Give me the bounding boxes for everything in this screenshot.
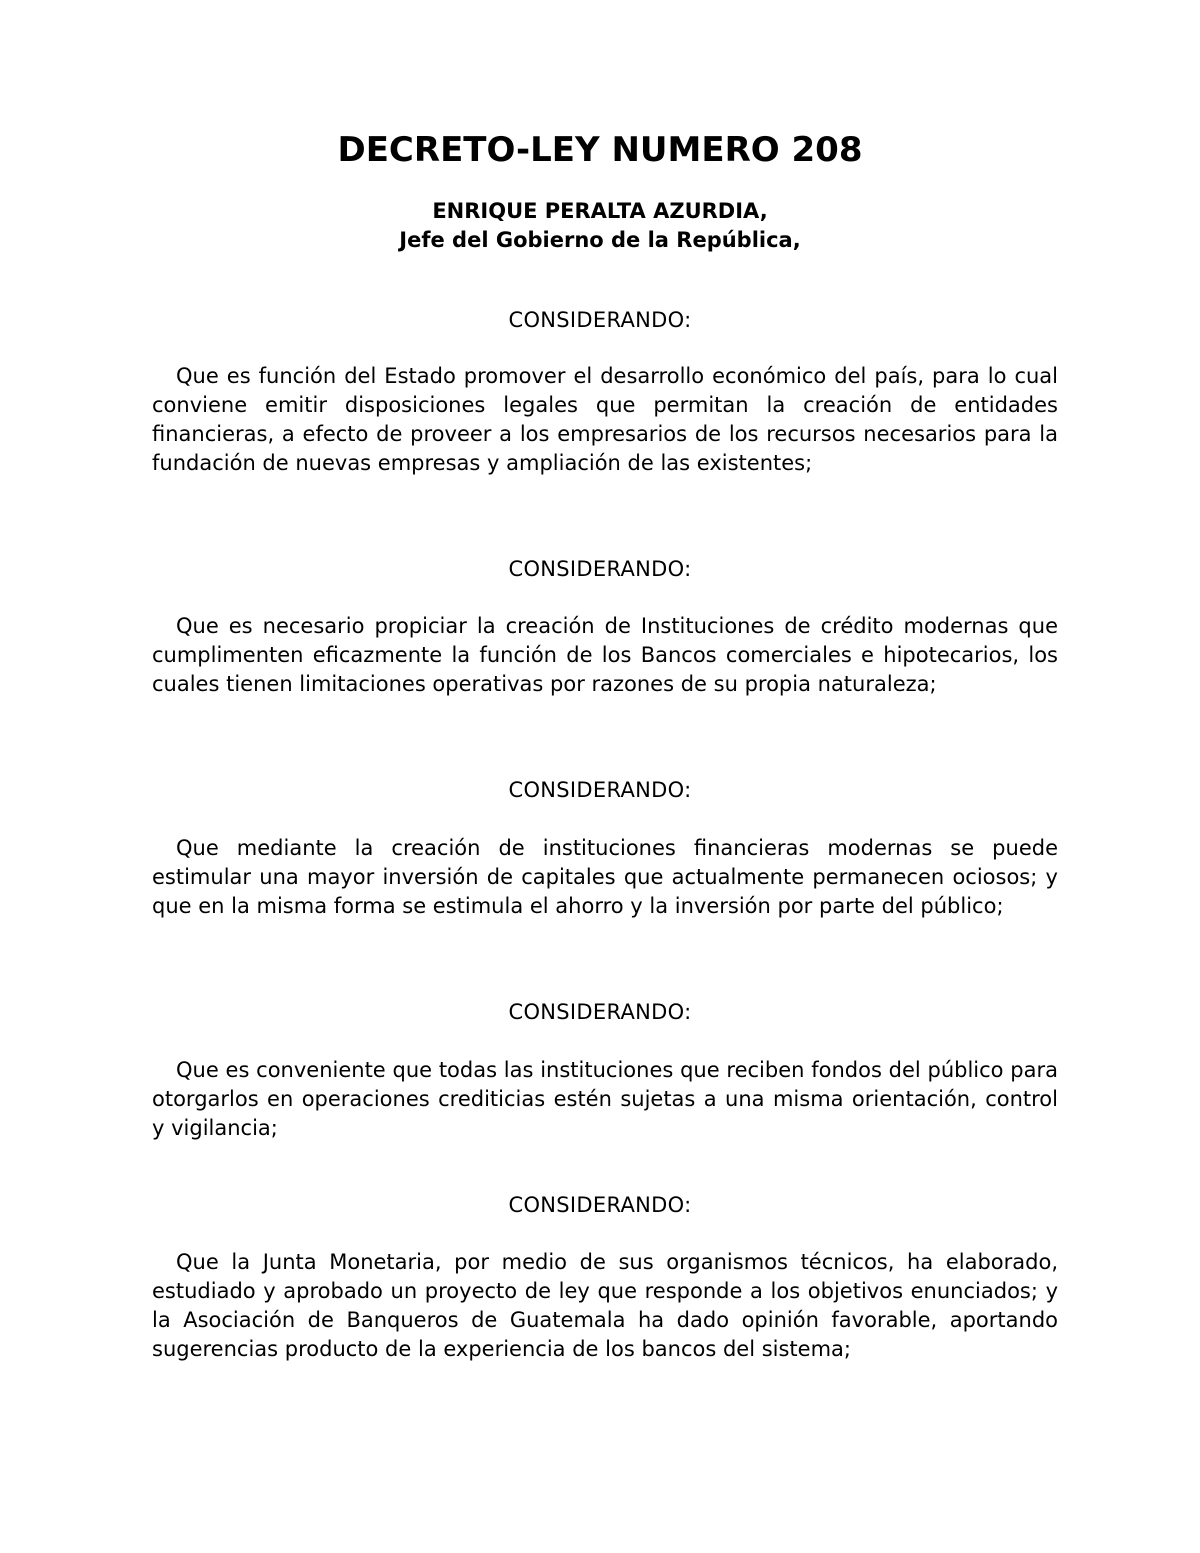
decree-title: DECRETO-LEY NUMERO 208 — [337, 130, 863, 170]
author-block — [0, 197, 1200, 255]
considerando-paragraph-1: Que es función del Estado promover el desarrollo económico del país, para lo cual conviene emitir disposiciones legales que permitan la creación de entidades financieras, a efecto de proveer a los empresarios de los recursos necesarios para la fundación de nuevas empresas y ampliación de las existentes; — [152, 364, 1058, 475]
considerando-paragraph-4: Que es conveniente que todas las instituciones que reciben fondos del público para otorgarlos en operaciones crediticias estén sujetas a una misma orientación, control y vigilancia; — [152, 1058, 1058, 1140]
considerando-heading-4: CONSIDERANDO: — [508, 1000, 692, 1024]
author-role: Jefe del Gobierno de la República, — [399, 228, 801, 252]
considerando-heading-3: CONSIDERANDO: — [508, 778, 692, 802]
considerando-paragraph-5: Que la Junta Monetaria, por medio de sus organismos técnicos, ha elaborado, estudiado y aprobado un proyecto de ley que responde a los objetivos enunciados; y la Asociación de Banqueros de Guatemala ha dado opinión favorable, aportando sugerencias producto de la experiencia de los bancos del sistema; — [152, 1250, 1058, 1361]
considerando-paragraph-2: Que es necesario propiciar la creación de Instituciones de crédito modernas que cumplimenten eficazmente la función de los Bancos comerciales e hipotecarios, los cuales tienen limitaciones operativas por razones de su propia naturaleza; — [152, 614, 1058, 696]
considerando-heading-1: CONSIDERANDO: — [508, 308, 692, 332]
author-name: ENRIQUE PERALTA AZURDIA, — [432, 199, 768, 223]
considerando-heading-5: CONSIDERANDO: — [508, 1193, 692, 1217]
considerando-heading-2: CONSIDERANDO: — [508, 557, 692, 581]
considerando-paragraph-3: Que mediante la creación de instituciones financieras modernas se puede estimular una mayor inversión de capitales que actualmente permanecen ociosos; y que en la misma forma se estimula el ahorro y la inversión por parte del público; — [152, 836, 1058, 918]
